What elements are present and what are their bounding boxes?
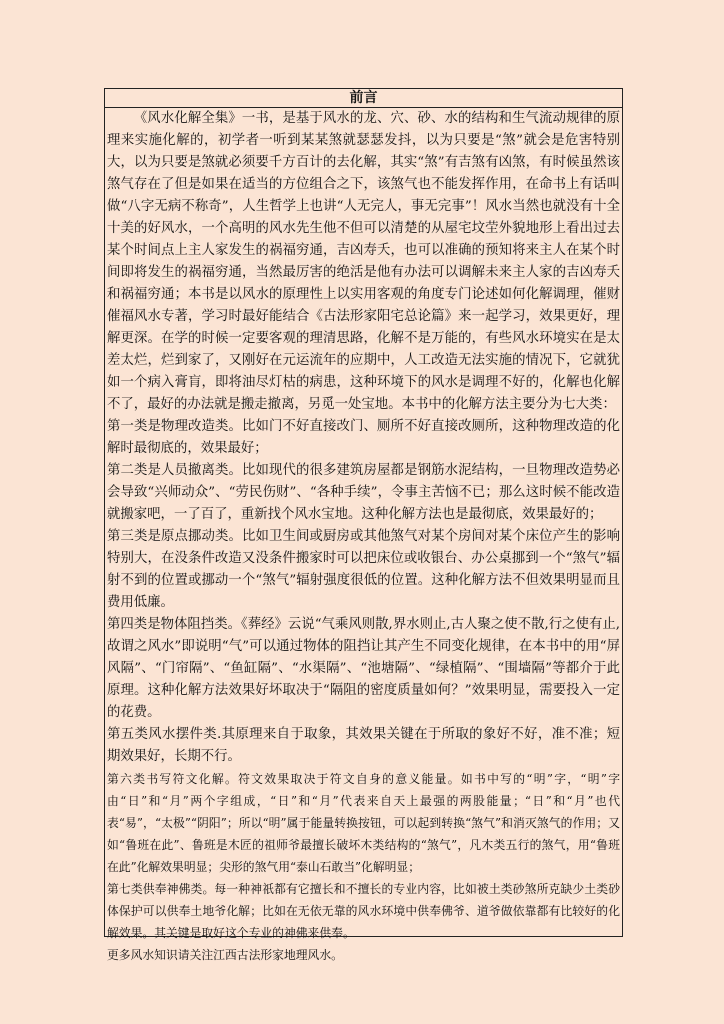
document-body bbox=[105, 108, 622, 966]
intro-paragraph: 《风水化解全集》一书，是基于风水的龙、穴、砂、水的结构和生气流动规律的原理来实施化解的，初学者一听到某某煞就瑟瑟发抖，以为只要是“煞”就会是危害特别大，以为只要是煞就必须要千方百计的去化解，其实“煞”有吉煞有凶煞，有时候虽然该煞气存在了但是如果在适当的方位组合之下，该煞气也不能发挥作用，在命书上有话叫做“八字无病不称奇”，人生哲学上也讲“人无完人，事无完事”！风水当然也就没有十全十美的好风水，一个高明的风水先生他不但可以清楚的从屋宅坟茔外貌地形上看出过去某个时间点上主人家发生的祸福穷通，吉凶寿夭，也可以准确的预知将来主人在某个时间即将发生的祸福穷通，当然最厉害的绝活是他有办法可以调解未来主人家的吉凶寿夭和祸福穷通；本书是以风水的原理性上以实用客观的角度专门论述如何化解调理，催财催福风水专著，学习时最好能结合《古法形家阳宅总论篇》来一起学习，效果更好，理解更深。在学的时候一定要客观的理清思路，化解不是万能的，有些风水环境实在是太差太烂，烂到家了，又刚好在元运流年的应期中，人工改造无法实施的情况下，它就犹如一个病入膏肓，即将油尽灯枯的病患，这种环境下的风水是调理不好的，化解也化解不了，最好的办法就是搬走撤离，另觅一处宝地。本书中的化解方法主要分为七大类： bbox=[107, 111, 620, 412]
category-1-paragraph: 第一类是物理改造类。比如门不好直接改门、厕所不好直接改厕所，这种物理改造的化解时最彻底的，效果最好； bbox=[107, 419, 620, 456]
document-frame bbox=[104, 88, 623, 962]
page-title: 前言 bbox=[105, 89, 622, 108]
category-4-paragraph: 第四类是物体阻挡类。《葬经》云说“气乘风则散,界水则止,古人聚之使不散,行之使有止,故谓之风水”即说明“气”可以通过物体的阻挡让其产生不同变化规律，在本书中的用“屏风隔”、“门帘隔”、“鱼缸隔”、“水渠隔”、“池塘隔”、“绿植隔”、“围墙隔”等都介于此原理。这种化解方法效果好坏取决于“隔阻的密度质量如何？”效果明显，需要投入一定的花费。 bbox=[107, 617, 620, 720]
category-3-paragraph: 第三类是原点挪动类。比如卫生间或厨房或其他煞气对某个房间对某个床位产生的影响特别大，在没条件改造又没条件搬家时可以把床位或收银台、办公桌挪到一个“煞气”辐射不到的位置或挪动一个“煞气”辐射强度很低的位置。这种化解方法不但效果明显而且费用低廉。 bbox=[107, 529, 620, 610]
closing-note: 更多风水知识请关注江西古法形家地理风水。 bbox=[107, 948, 343, 962]
category-7-paragraph: 第七类供奉神佛类。每一种神祇都有它擅长和不擅长的专业内容，比如被土类砂煞所克缺少土类砂体保护可以供奉土地爷化解；比如在无依无靠的风水环境中供奉佛爷、道爷做依靠都有比较好的化解效果。其关键是取好这个专业的神佛来供奉。 bbox=[107, 882, 620, 940]
category-2-paragraph: 第二类是人员撤离类。比如现代的很多建筑房屋都是钢筋水泥结构，一旦物理改造势必会导致“兴师动众”、“劳民伤财”、“各种手续”，令事主苦恼不已；那么这时候不能改造就搬家吧，一了百了，重新找个风水宝地。这种化解方法也是最彻底，效果最好的； bbox=[107, 463, 620, 522]
category-6-paragraph: 第六类书写符文化解。符文效果取决于符文自身的意义能量。如书中写的“明”字，“明”字由“日”和“月”两个字组成，“日”和“月”代表来自天上最强的两股能量；“日”和“月”也代表“易”，“太极”“阴阳”；所以“明”属于能量转换按钮，可以起到转换“煞气”和消灭煞气的作用；又如“鲁班在此”、鲁班是木匠的祖师爷最擅长破坏木类结构的“煞气”，凡木类五行的煞气，用“鲁班在此”化解效果明显；尖形的煞气用“泰山石敢当”化解明显； bbox=[107, 772, 620, 874]
category-5-paragraph: 第五类风水摆件类.其原理来自于取象，其效果关键在于所取的象好不好，准不准；短期效果好，长期不行。 bbox=[107, 727, 620, 764]
